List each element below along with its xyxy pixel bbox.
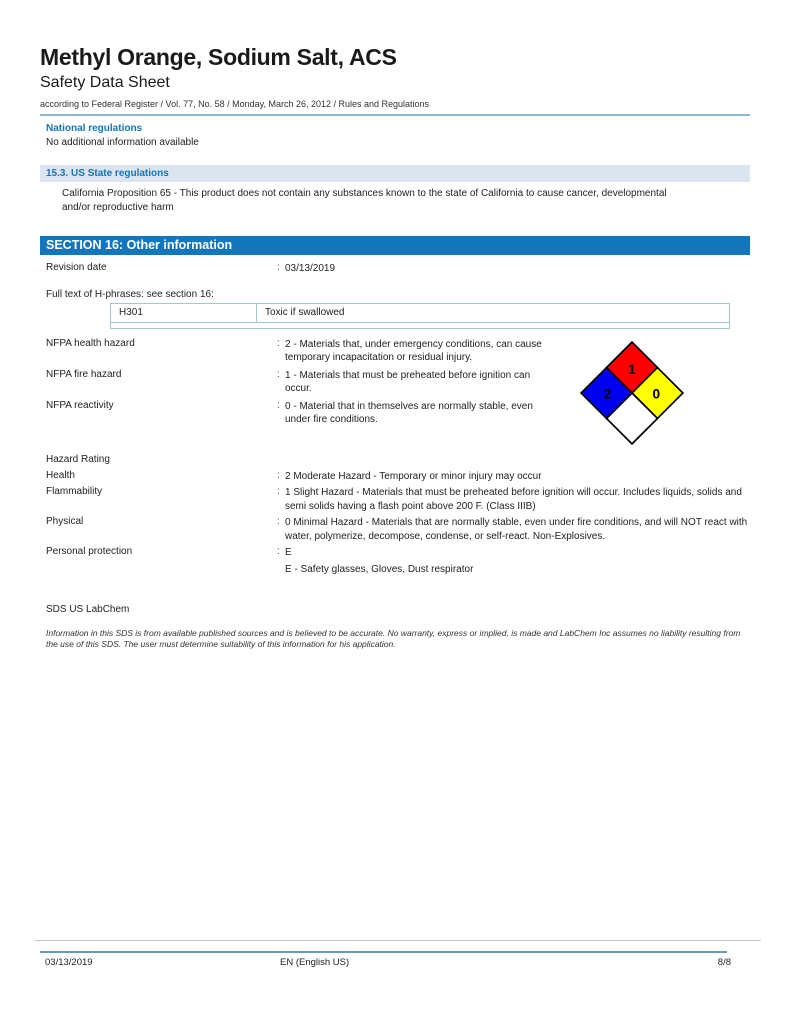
subsection-heading-us-state-regulations: 15.3. US State regulations (40, 165, 750, 182)
nfpa-health-value: 2 - Materials that, under emergency conditions, can cause temporary incapacitation or residual injury. (285, 338, 542, 363)
sds-source-note: SDS US LabChem (46, 604, 130, 615)
california-prop65-text: California Proposition 65 - This product does not contain any substances known to the state of California to cause cancer, developmental and/or reproductive harm (62, 188, 667, 213)
revision-date-row (40, 262, 750, 276)
nfpa-fire-value: 1 - Materials that must be preheated before ignition can occur. (285, 369, 531, 394)
hazard-health-label: Health (46, 469, 75, 481)
nfpa-reactivity-label: NFPA reactivity (46, 399, 114, 411)
personal-protection-row (40, 546, 750, 560)
footer-hairline-divider (35, 940, 761, 941)
national-regulations-body: No additional information available (46, 137, 199, 148)
page-footer (0, 940, 791, 971)
liability-disclaimer: Information in this SDS is from available published sources and is believed to be accurate. No warranty, express or implied, is made and LabChem Inc assumes no liability resulting from the use of this SDS. The user must determine suitability of this information for his application. (46, 628, 741, 649)
colon-separator: : (277, 368, 280, 380)
colon-separator: : (277, 546, 280, 557)
personal-protection-detail-row (40, 563, 750, 577)
hazard-health-row (40, 470, 750, 484)
h-phrases-table (110, 303, 730, 329)
nfpa-section (40, 338, 750, 427)
nfpa-fire-label: NFPA fire hazard (46, 368, 122, 380)
footer-blue-divider (40, 951, 727, 953)
colon-separator: : (277, 262, 280, 273)
nfpa-health-rating: 2 (603, 385, 612, 401)
regulation-reference-line: according to Federal Register / Vol. 77, No. 58 / Monday, March 26, 2012 / Rules and Regulations (40, 99, 750, 116)
hazard-rating-heading: Hazard Rating (46, 453, 110, 465)
nfpa-fire-rating: 1 (628, 361, 636, 377)
h-phrase-code-cell: H301 (119, 306, 143, 318)
footer-date: 03/13/2019 (45, 957, 93, 968)
personal-protection-value: E (285, 547, 292, 558)
footer-page-number: 8/8 (717, 957, 731, 968)
h-phrase-text-cell: Toxic if swallowed (256, 304, 729, 322)
h-phrases-intro: Full text of H-phrases: see section 16: (46, 288, 214, 300)
empty-colon (277, 563, 285, 577)
revision-date-label: Revision date (46, 262, 107, 273)
nfpa-health-label: NFPA health hazard (46, 337, 135, 349)
colon-separator: : (277, 486, 280, 497)
revision-date-value: 03/13/2019 (285, 263, 336, 274)
colon-separator: : (277, 399, 280, 411)
nfpa-reactivity-rating: 0 (652, 385, 661, 401)
hazard-physical-row (40, 516, 750, 543)
footer-text-row (0, 957, 791, 971)
page-content (0, 44, 791, 650)
nfpa-reactivity-value: 0 - Material that in themselves are normally stable, even under fire conditions. (285, 400, 533, 425)
personal-protection-detail: E - Safety glasses, Gloves, Dust respirator (285, 563, 474, 575)
national-regulations-heading: National regulations (46, 123, 143, 134)
table-row (111, 304, 729, 323)
personal-protection-label: Personal protection (46, 546, 133, 557)
empty-label (46, 563, 277, 577)
hazard-flammability-label: Flammability (46, 486, 103, 497)
colon-separator: : (277, 516, 280, 527)
nfpa-hazard-diamond-icon (576, 340, 688, 446)
hazard-physical-label: Physical (46, 516, 84, 527)
footer-language: EN (English US) (280, 957, 350, 968)
colon-separator: : (277, 337, 280, 349)
hazard-physical-value: 0 Minimal Hazard - Materials that are normally stable, even under fire conditions, and will NOT react with water, polymerize, decompose, condense, or self-react. Non-Explosives. (285, 517, 748, 542)
hazard-flammability-row (40, 486, 750, 513)
document-title: Methyl Orange, Sodium Salt, ACS (40, 44, 397, 70)
hazard-health-value: 2 Moderate Hazard - Temporary or minor injury may occur (285, 470, 542, 482)
hazard-flammability-value: 1 Slight Hazard - Materials that must be preheated before ignition will occur. Includes liquids, solids and semi solids having a flash point above 200 F. (Class IIIB) (285, 487, 742, 512)
colon-separator: : (277, 469, 280, 481)
section16-heading: SECTION 16: Other information (40, 236, 750, 255)
hazard-rating-rows (40, 470, 750, 577)
document-subtitle: Safety Data Sheet (40, 74, 170, 91)
